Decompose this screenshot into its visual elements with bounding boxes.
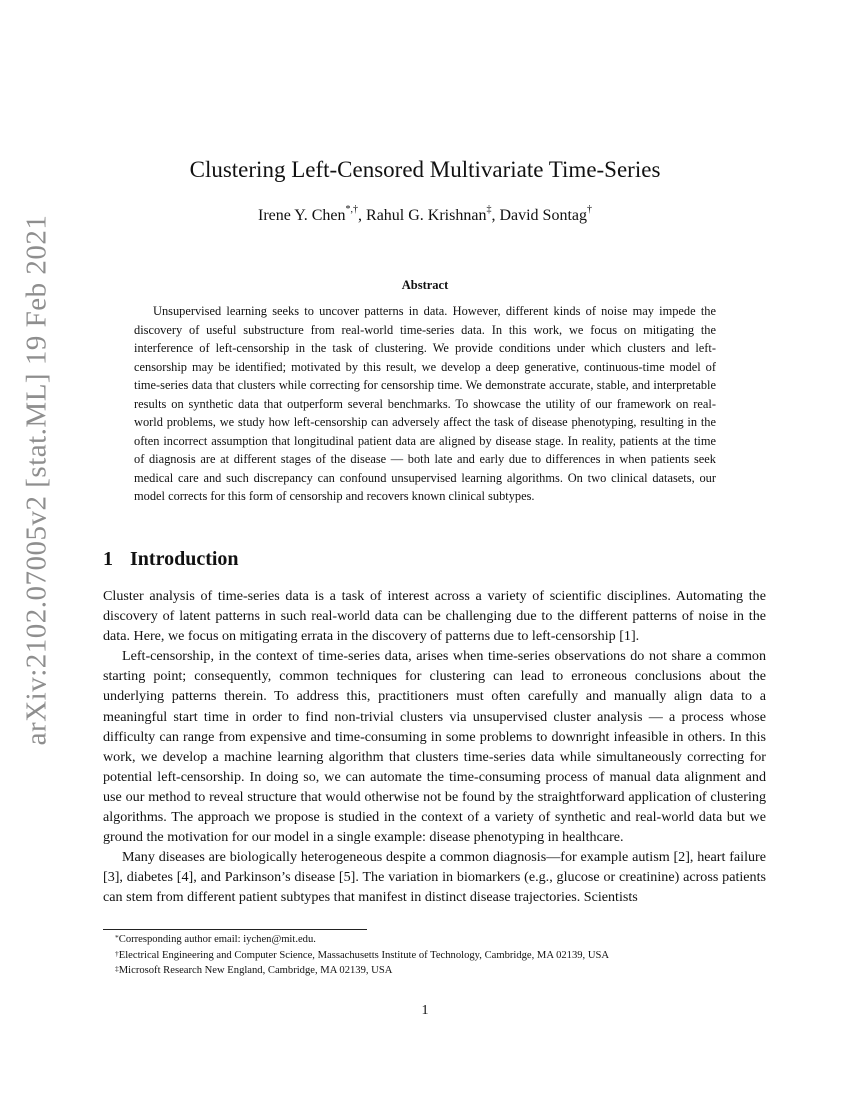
abstract-text: Unsupervised learning seeks to uncover patterns in data. However, different kinds of noise may impede the discovery of useful substructure from real-world time-series data. In this work, we focus on mitigating the interference of left-censorship in the task of clustering. We provide conditions under which clusters and left-censorship may be identified; motivated by this result, we develop a deep generative, continuous-time model of time-series data that clusters while correcting for censorship time. We demonstrate accurate, stable, and interpretable results on synthetic data that outperform several benchmarks. To showcase the utility of our framework on real-world problems, we study how left-censorship can adversely affect the task of disease phenotyping, resulting in the often incorrect assumption that longitudinal patient data are aligned by disease stage. In reality, patients at the time of diagnosis are at different stages of the disease — both late and early due to differences in when patients seek medical care and such discrepancy can confound unsupervised learning algorithms. On two clinical datasets, our model corrects for this form of censorship and recovers known clinical subtypes. xyxy=(134,304,716,503)
body-paragraph: Cluster analysis of time-series data is a task of interest across a variety of scientific disciplines. Automating the discovery of latent patterns in such real-world data can be challenging due to the different patterns of noise in the data. Here, we focus on mitigating errata in the discovery of patterns due to left-censorship [1]. xyxy=(103,588,766,645)
author-list: Irene Y. Chen*,†, Rahul G. Krishnan‡, David Sontag† xyxy=(257,204,592,224)
page-number: 1 xyxy=(421,1003,429,1018)
footnote-text: Electrical Engineering and Computer Science, Massachusetts Institute of Technology, Cambridge, MA 02139, USA xyxy=(118,949,610,961)
footnote-text: Microsoft Research New England, Cambridge, MA 02139, USA xyxy=(118,965,393,976)
body-paragraph: Many diseases are biologically heterogeneous despite a common diagnosis—for example autism [2], heart failure [3], diabetes [4], and Parkinson’s disease [5]. The variation in biomarkers (e.g., glucose or creatinine) across patients can stem from different patient subtypes that manifest in distinct disease trajectories. Scientists xyxy=(103,849,766,906)
arxiv-identifier-stamp: arXiv:2102.07005v2 [stat.ML] 19 Feb 2021 xyxy=(20,214,53,746)
section-number: 1 xyxy=(103,548,113,570)
body-paragraph: Left-censorship, in the context of time-series data, arises when time-series observations do not share a common starting point; consequently, common techniques for clustering can lead to erroneous conclusions about the underlying patterns therein. To address this, practitioners must often carefully and manually align data to a meaningful start time in order to find non-trivial clusters via unsupervised cluster analysis — a process whose difficulty can range from expensive and time-consuming in some problems to downright infeasible in others. In this work, we develop a machine learning algorithm that clusters time-series data while simultaneously correcting for potential left-censorship. In doing so, we can automate the time-consuming process of manual data alignment and use our method to reveal structure that would otherwise not be found by the straightforward application of clustering algorithms. The approach we propose is studied in the context of a variety of synthetic and real-world data but we ground the motivation for our model in a single example: disease phenotyping in healthcare. xyxy=(103,648,766,846)
author-affiliation-mark: † xyxy=(587,204,592,215)
footnote xyxy=(103,948,766,964)
author-affiliation-mark: *,† xyxy=(345,204,359,215)
section-title: Introduction xyxy=(130,548,239,570)
footnote-mark: † xyxy=(115,948,119,958)
author-name: Irene Y. Chen xyxy=(257,207,346,224)
footnote xyxy=(103,963,766,979)
footnotes xyxy=(103,932,766,979)
footnote-divider xyxy=(103,929,367,930)
footnote xyxy=(103,932,766,948)
footnote-mark: * xyxy=(115,933,119,942)
footnote-mark: ‡ xyxy=(115,964,119,973)
author-name: Rahul G. Krishnan xyxy=(366,207,487,224)
abstract-heading: Abstract xyxy=(401,278,449,292)
author-affiliation-mark: ‡ xyxy=(486,204,492,215)
paper-title: Clustering Left-Censored Multivariate Time-Series xyxy=(189,157,661,182)
author-name: David Sontag xyxy=(499,207,587,224)
section-body xyxy=(103,586,766,908)
section-heading xyxy=(103,548,239,571)
footnote-text: Corresponding author email: iychen@mit.edu. xyxy=(118,934,316,945)
